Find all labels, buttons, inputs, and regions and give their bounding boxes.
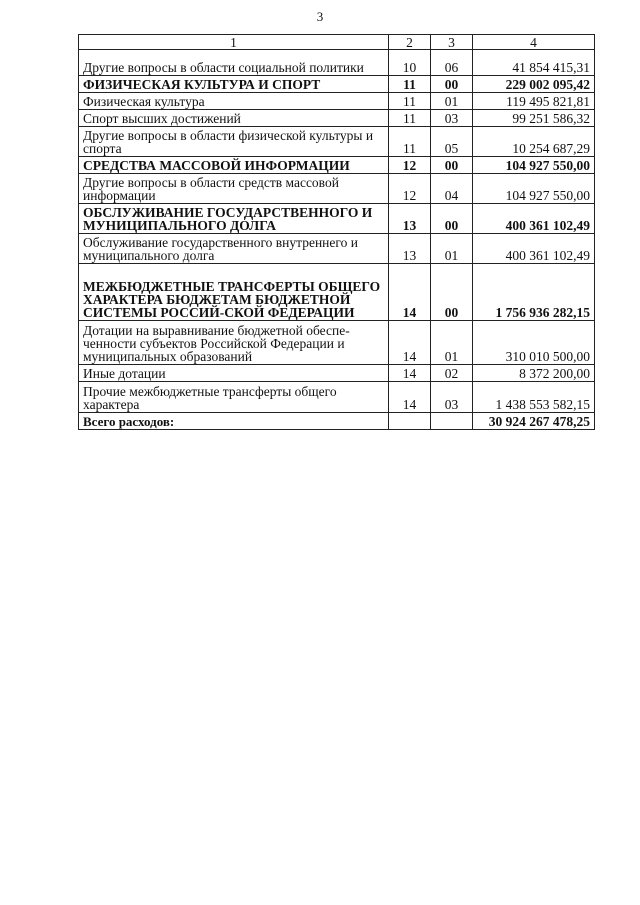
table-row	[79, 234, 595, 264]
row-amount: 104 927 550,00	[473, 157, 595, 174]
table-row	[79, 264, 595, 321]
row-amount: 310 010 500,00	[473, 321, 595, 365]
row-section: 14	[389, 365, 431, 382]
table-row	[79, 382, 595, 413]
table-row	[79, 76, 595, 93]
row-name: Дотации на выравнивание бюджетной обеспе-ченности субъектов Российской Федерации и муниципальных образований	[79, 321, 389, 365]
row-name: Спорт высших достижений	[79, 110, 389, 127]
row-section: 12	[389, 157, 431, 174]
table-row	[79, 365, 595, 382]
row-amount: 229 002 095,42	[473, 76, 595, 93]
row-subsection: 00	[431, 157, 473, 174]
row-subsection: 03	[431, 110, 473, 127]
row-subsection: 01	[431, 234, 473, 264]
header-col-3: 3	[431, 35, 473, 50]
row-amount: 119 495 821,81	[473, 93, 595, 110]
row-amount: 10 254 687,29	[473, 127, 595, 157]
table-row	[79, 110, 595, 127]
row-section: 11	[389, 127, 431, 157]
row-amount: 104 927 550,00	[473, 174, 595, 204]
row-section: 14	[389, 382, 431, 413]
row-section: 13	[389, 234, 431, 264]
row-name: Физическая культура	[79, 93, 389, 110]
row-subsection: 02	[431, 365, 473, 382]
total-row	[79, 413, 595, 430]
empty-cell	[389, 413, 431, 430]
row-name: ФИЗИЧЕСКАЯ КУЛЬТУРА И СПОРТ	[79, 76, 389, 93]
table-row	[79, 321, 595, 365]
row-section: 11	[389, 110, 431, 127]
row-section: 11	[389, 76, 431, 93]
row-amount: 1 438 553 582,15	[473, 382, 595, 413]
row-amount: 400 361 102,49	[473, 204, 595, 234]
row-name: ОБСЛУЖИВАНИЕ ГОСУДАРСТВЕННОГО И МУНИЦИПАЛЬНОГО ДОЛГА	[79, 204, 389, 234]
row-amount: 8 372 200,00	[473, 365, 595, 382]
header-col-1: 1	[79, 35, 389, 50]
row-amount: 99 251 586,32	[473, 110, 595, 127]
header-col-4: 4	[473, 35, 595, 50]
table-row	[79, 204, 595, 234]
row-section: 10	[389, 50, 431, 76]
row-subsection: 06	[431, 50, 473, 76]
row-name: МЕЖБЮДЖЕТНЫЕ ТРАНСФЕРТЫ ОБЩЕГО ХАРАКТЕРА БЮДЖЕТАМ БЮДЖЕТНОЙ СИСТЕМЫ РОССИЙ-СКОЙ ФЕДЕРАЦИИ	[79, 264, 389, 321]
row-subsection: 01	[431, 321, 473, 365]
row-amount: 1 756 936 282,15	[473, 264, 595, 321]
row-subsection: 00	[431, 76, 473, 93]
row-subsection: 04	[431, 174, 473, 204]
row-amount: 41 854 415,31	[473, 50, 595, 76]
row-section: 13	[389, 204, 431, 234]
table-row	[79, 174, 595, 204]
row-subsection: 03	[431, 382, 473, 413]
table-row	[79, 157, 595, 174]
total-amount: 30 924 267 478,25	[473, 413, 595, 430]
table-row	[79, 127, 595, 157]
row-name: Другие вопросы в области средств массовой информации	[79, 174, 389, 204]
row-section: 14	[389, 264, 431, 321]
row-name: Прочие межбюджетные трансферты общего характера	[79, 382, 389, 413]
row-name: СРЕДСТВА МАССОВОЙ ИНФОРМАЦИИ	[79, 157, 389, 174]
row-section: 12	[389, 174, 431, 204]
page-number: 3	[316, 9, 324, 24]
row-amount: 400 361 102,49	[473, 234, 595, 264]
row-subsection: 00	[431, 264, 473, 321]
expenditure-table	[78, 34, 595, 430]
header-col-2: 2	[389, 35, 431, 50]
table-row	[79, 93, 595, 110]
row-name: Обслуживание государственного внутреннего и муниципального долга	[79, 234, 389, 264]
table-row	[79, 50, 595, 76]
row-subsection: 00	[431, 204, 473, 234]
table-header-row	[79, 35, 595, 50]
total-label: Всего расходов:	[79, 413, 389, 430]
row-subsection: 01	[431, 93, 473, 110]
row-name: Иные дотации	[79, 365, 389, 382]
row-name: Другие вопросы в области физической культуры и спорта	[79, 127, 389, 157]
row-section: 11	[389, 93, 431, 110]
row-subsection: 05	[431, 127, 473, 157]
empty-cell	[431, 413, 473, 430]
row-section: 14	[389, 321, 431, 365]
row-name: Другие вопросы в области социальной политики	[79, 50, 389, 76]
